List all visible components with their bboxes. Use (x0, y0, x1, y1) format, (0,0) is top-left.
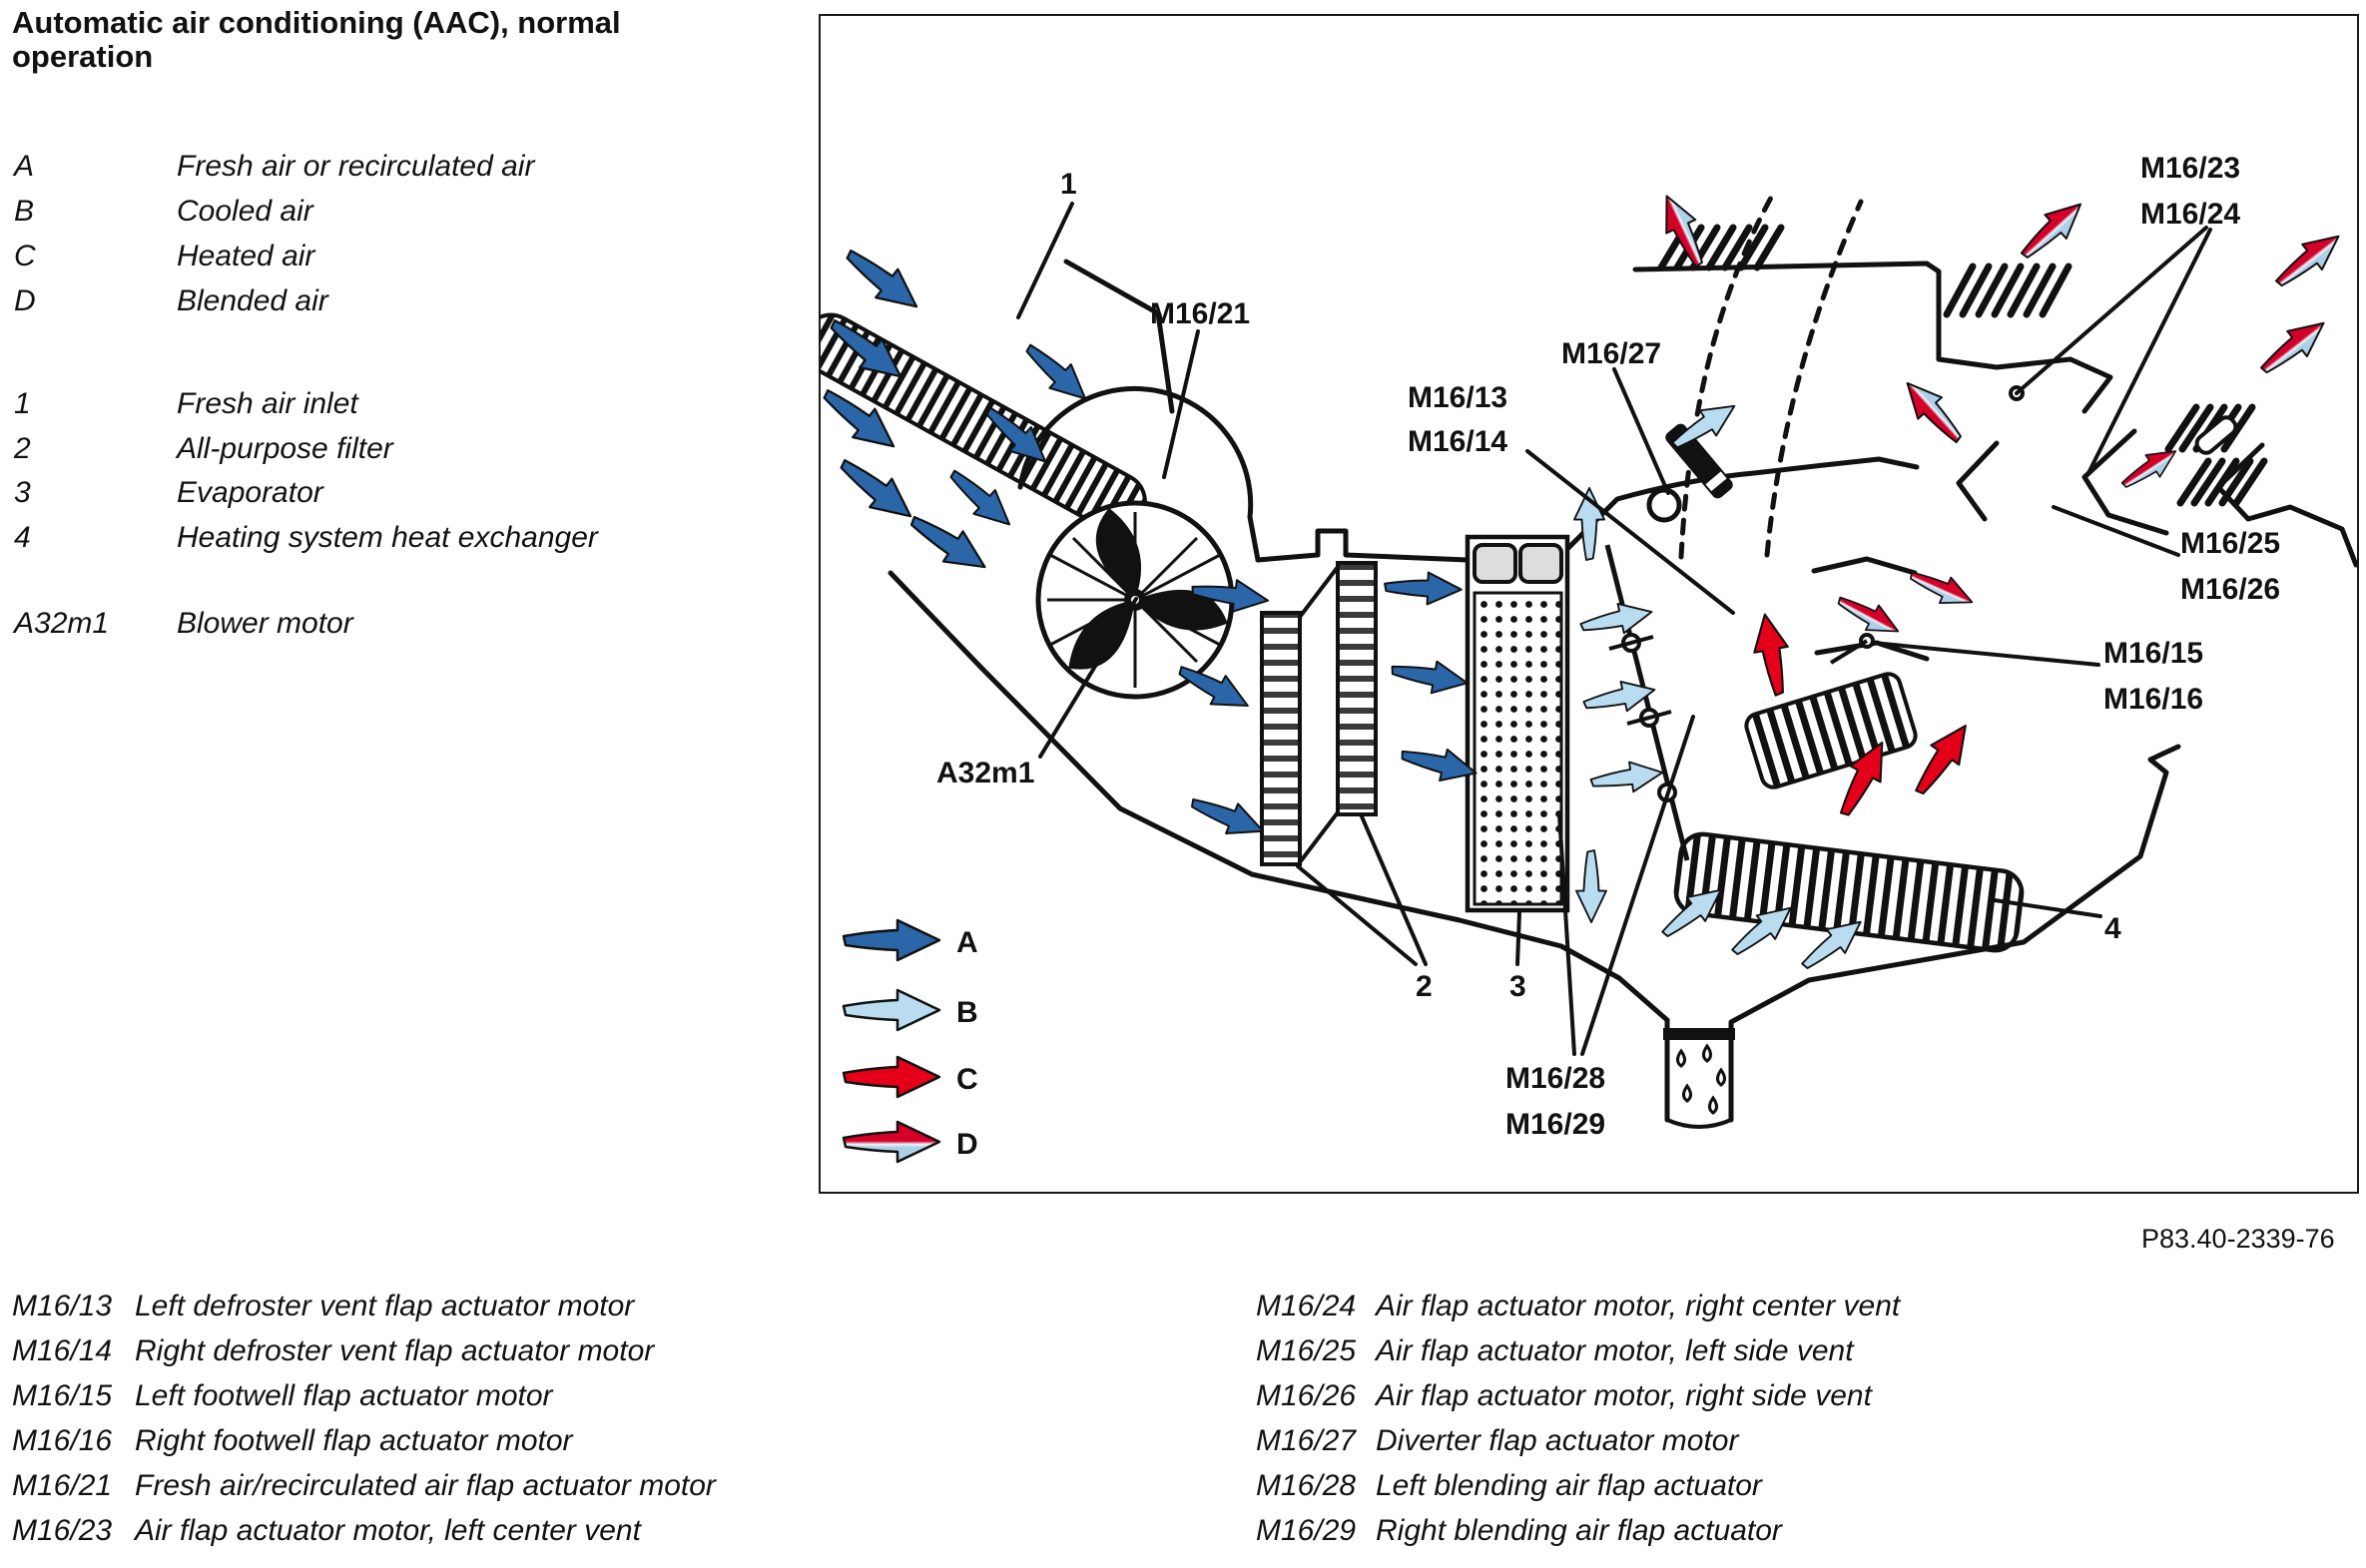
actuator-left-1-desc: Right defroster vent flap actuator motor (135, 1334, 655, 1367)
legend-unit-a32m1-desc: Blower motor (177, 607, 353, 640)
callout-side-vent-right: M16/26 (2180, 573, 2281, 606)
legend-comp-3-desc: Evaporator (177, 476, 323, 509)
actuator-right-2-desc: Air flap actuator motor, right side vent (1376, 1379, 1872, 1412)
flow-legend-key-c: C (956, 1063, 978, 1096)
flow-legend-key-a: A (956, 926, 978, 959)
actuator-right-4-desc: Left blending air flap actuator (1376, 1469, 1762, 1502)
callout-footwell-flap-right: M16/16 (2103, 683, 2204, 716)
legend-air-b-desc: Cooled air (177, 195, 313, 228)
actuator-left-3-desc: Right footwell flap actuator motor (135, 1424, 573, 1457)
page-title-line2: operation (12, 39, 154, 74)
legend-air-a-desc: Fresh air or recirculated air (177, 150, 535, 183)
actuator-left-4-desc: Fresh air/recirculated air flap actuator motor (135, 1469, 716, 1502)
legend-comp-1-desc: Fresh air inlet (177, 387, 358, 420)
legend-air-b-term: B (14, 195, 35, 228)
all-purpose-filter (1262, 563, 1376, 864)
actuator-right-1-term: M16/25 (1256, 1334, 1357, 1367)
callout-heat-exchanger: 4 (2104, 912, 2121, 945)
actuator-left-0-term: M16/13 (12, 1290, 113, 1322)
actuator-right-2-term: M16/26 (1256, 1379, 1357, 1412)
callout-evaporator: 3 (1509, 970, 1526, 1003)
legend-comp-4-desc: Heating system heat exchanger (177, 521, 598, 554)
actuator-left-4-term: M16/21 (12, 1469, 113, 1502)
footwell-flap (1831, 387, 2023, 663)
page-title (12, 6, 621, 74)
legend-air-a-term: A (14, 150, 35, 183)
evaporator (1468, 537, 1567, 910)
callout-center-vent-left: M16/23 (2140, 152, 2241, 185)
actuator-right-3-desc: Diverter flap actuator motor (1376, 1424, 1739, 1457)
page-title-line1: Automatic air conditioning (AAC), normal (12, 5, 621, 40)
callout-side-vent-left: M16/25 (2180, 527, 2281, 560)
actuator-right-3-term: M16/27 (1256, 1424, 1357, 1457)
callout-filter: 2 (1416, 970, 1433, 1003)
actuator-right-5-desc: Right blending air flap actuator (1376, 1514, 1782, 1547)
legend-comp-4-term: 4 (14, 521, 31, 554)
callout-defroster-flap-left: M16/13 (1408, 381, 1508, 414)
callout-diverter-flap: M16/27 (1561, 337, 1662, 370)
figure-part-number: P83.40-2339-76 (2141, 1224, 2335, 1254)
legend-air-d-desc: Blended air (177, 284, 328, 317)
legend-comp-2-term: 2 (14, 432, 31, 465)
callout-footwell-flap-left: M16/15 (2103, 637, 2204, 670)
callout-blower: A32m1 (936, 757, 1035, 789)
callout-center-vent-right: M16/24 (2140, 198, 2241, 231)
flow-legend (844, 920, 978, 1162)
legend-air-d-term: D (14, 284, 36, 317)
actuator-right-5-term: M16/29 (1256, 1514, 1357, 1547)
blending-flap-louver (1743, 671, 1918, 789)
condensate-drain (1663, 1028, 1735, 1127)
legend-comp-1-term: 1 (14, 387, 31, 420)
flow-legend-key-d: D (956, 1128, 978, 1161)
legend-comp-2-desc: All-purpose filter (177, 432, 393, 465)
actuator-left-5-term: M16/23 (12, 1514, 113, 1547)
actuator-left-2-desc: Left footwell flap actuator motor (135, 1379, 553, 1412)
actuator-right-0-desc: Air flap actuator motor, right center vent (1376, 1290, 1901, 1322)
hvac-diagram (821, 16, 2357, 1192)
callout-fresh-air-flap: M16/21 (1150, 297, 1251, 330)
actuator-right-4-term: M16/28 (1256, 1469, 1357, 1502)
actuator-left-5-desc: Air flap actuator motor, left center vent (135, 1514, 641, 1547)
legend-comp-3-term: 3 (14, 476, 31, 509)
callout-inlet: 1 (1060, 168, 1077, 201)
actuator-right-1-desc: Air flap actuator motor, left side vent (1376, 1334, 1854, 1367)
actuator-left-3-term: M16/16 (12, 1424, 113, 1457)
defroster-vent-right-grille (1947, 266, 2069, 314)
callout-blending-flap-left: M16/28 (1505, 1062, 1606, 1095)
actuator-left-0-desc: Left defroster vent flap actuator motor (135, 1290, 635, 1322)
callout-defroster-flap-right: M16/14 (1408, 425, 1508, 458)
actuator-left-2-term: M16/15 (12, 1379, 113, 1412)
callout-blending-flap-right: M16/29 (1505, 1108, 1606, 1141)
flow-legend-key-b: B (956, 996, 978, 1029)
diagram-frame (819, 14, 2359, 1194)
actuator-right-0-term: M16/24 (1256, 1290, 1357, 1322)
legend-unit-a32m1-term: A32m1 (14, 607, 110, 640)
legend-air-c-term: C (14, 240, 36, 272)
actuator-left-1-term: M16/14 (12, 1334, 113, 1367)
legend-air-c-desc: Heated air (177, 240, 315, 272)
diverter-duct-dashed (1681, 198, 1861, 557)
